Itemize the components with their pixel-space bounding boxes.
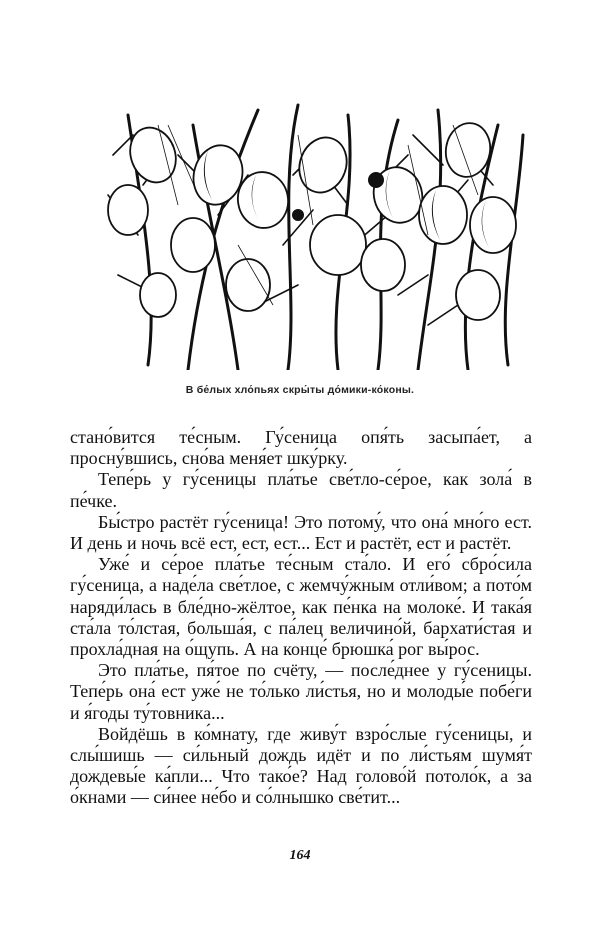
body-text	[70, 427, 532, 809]
page-number: 164	[289, 848, 311, 863]
paragraph: Бы́стро растёт гу́сеница! Это потому́, что она́ мно́го ест. И день и ночь всё ест, ест, ест... Ест и растёт, ест и растёт.	[70, 511, 532, 554]
figure-caption: В бе́лых хло́пьях скры́ты до́мики-ко́коны.	[185, 384, 415, 396]
paragraph: Это пла́тье, пя́тое по счёту, — после́днее у гу́сеницы. Тепе́рь она́ ест уже́ не то́лько ли́стья, но и молоды́е побе́ги и я́годы ту́товника...	[70, 660, 532, 723]
paragraph: Тепе́рь у гу́сеницы пла́тье све́тло-се́рое, как зола́ в пе́чке.	[70, 469, 532, 511]
illustration-cocoons	[98, 95, 528, 370]
paragraph: Войдёшь в ко́мнату, где живу́т взро́слые гу́сеницы, и слы́шишь — си́льный дождь идёт и по ли́стьям шумя́т дождевы́е ка́пли... Что тако́е? Над голово́й потоло́к, а за о́кнами — си́нее не́бо и со́лнышко све́тит...	[70, 723, 532, 808]
paragraph: Уже́ и се́рое пла́тье те́сным ста́ло. И его́ сбро́сила гу́сеница, а наде́ла све́тлое, с жемчу́жным отли́вом; а пото́м наряди́лась в бле́дно-жёлтое, как пе́нка на молоке́. И така́я ста́ла то́лстая, больша́я, с па́лец величино́й, бархати́стая и прохла́дная на о́щупь. А на конце́ брюшка́ рог вы́рос.	[70, 554, 532, 660]
paragraph-continuation: стано́вится те́сным. Гу́сеница опя́ть засыпа́ет, а просну́вшись, сно́ва меня́ет шку́рку.	[70, 427, 532, 469]
